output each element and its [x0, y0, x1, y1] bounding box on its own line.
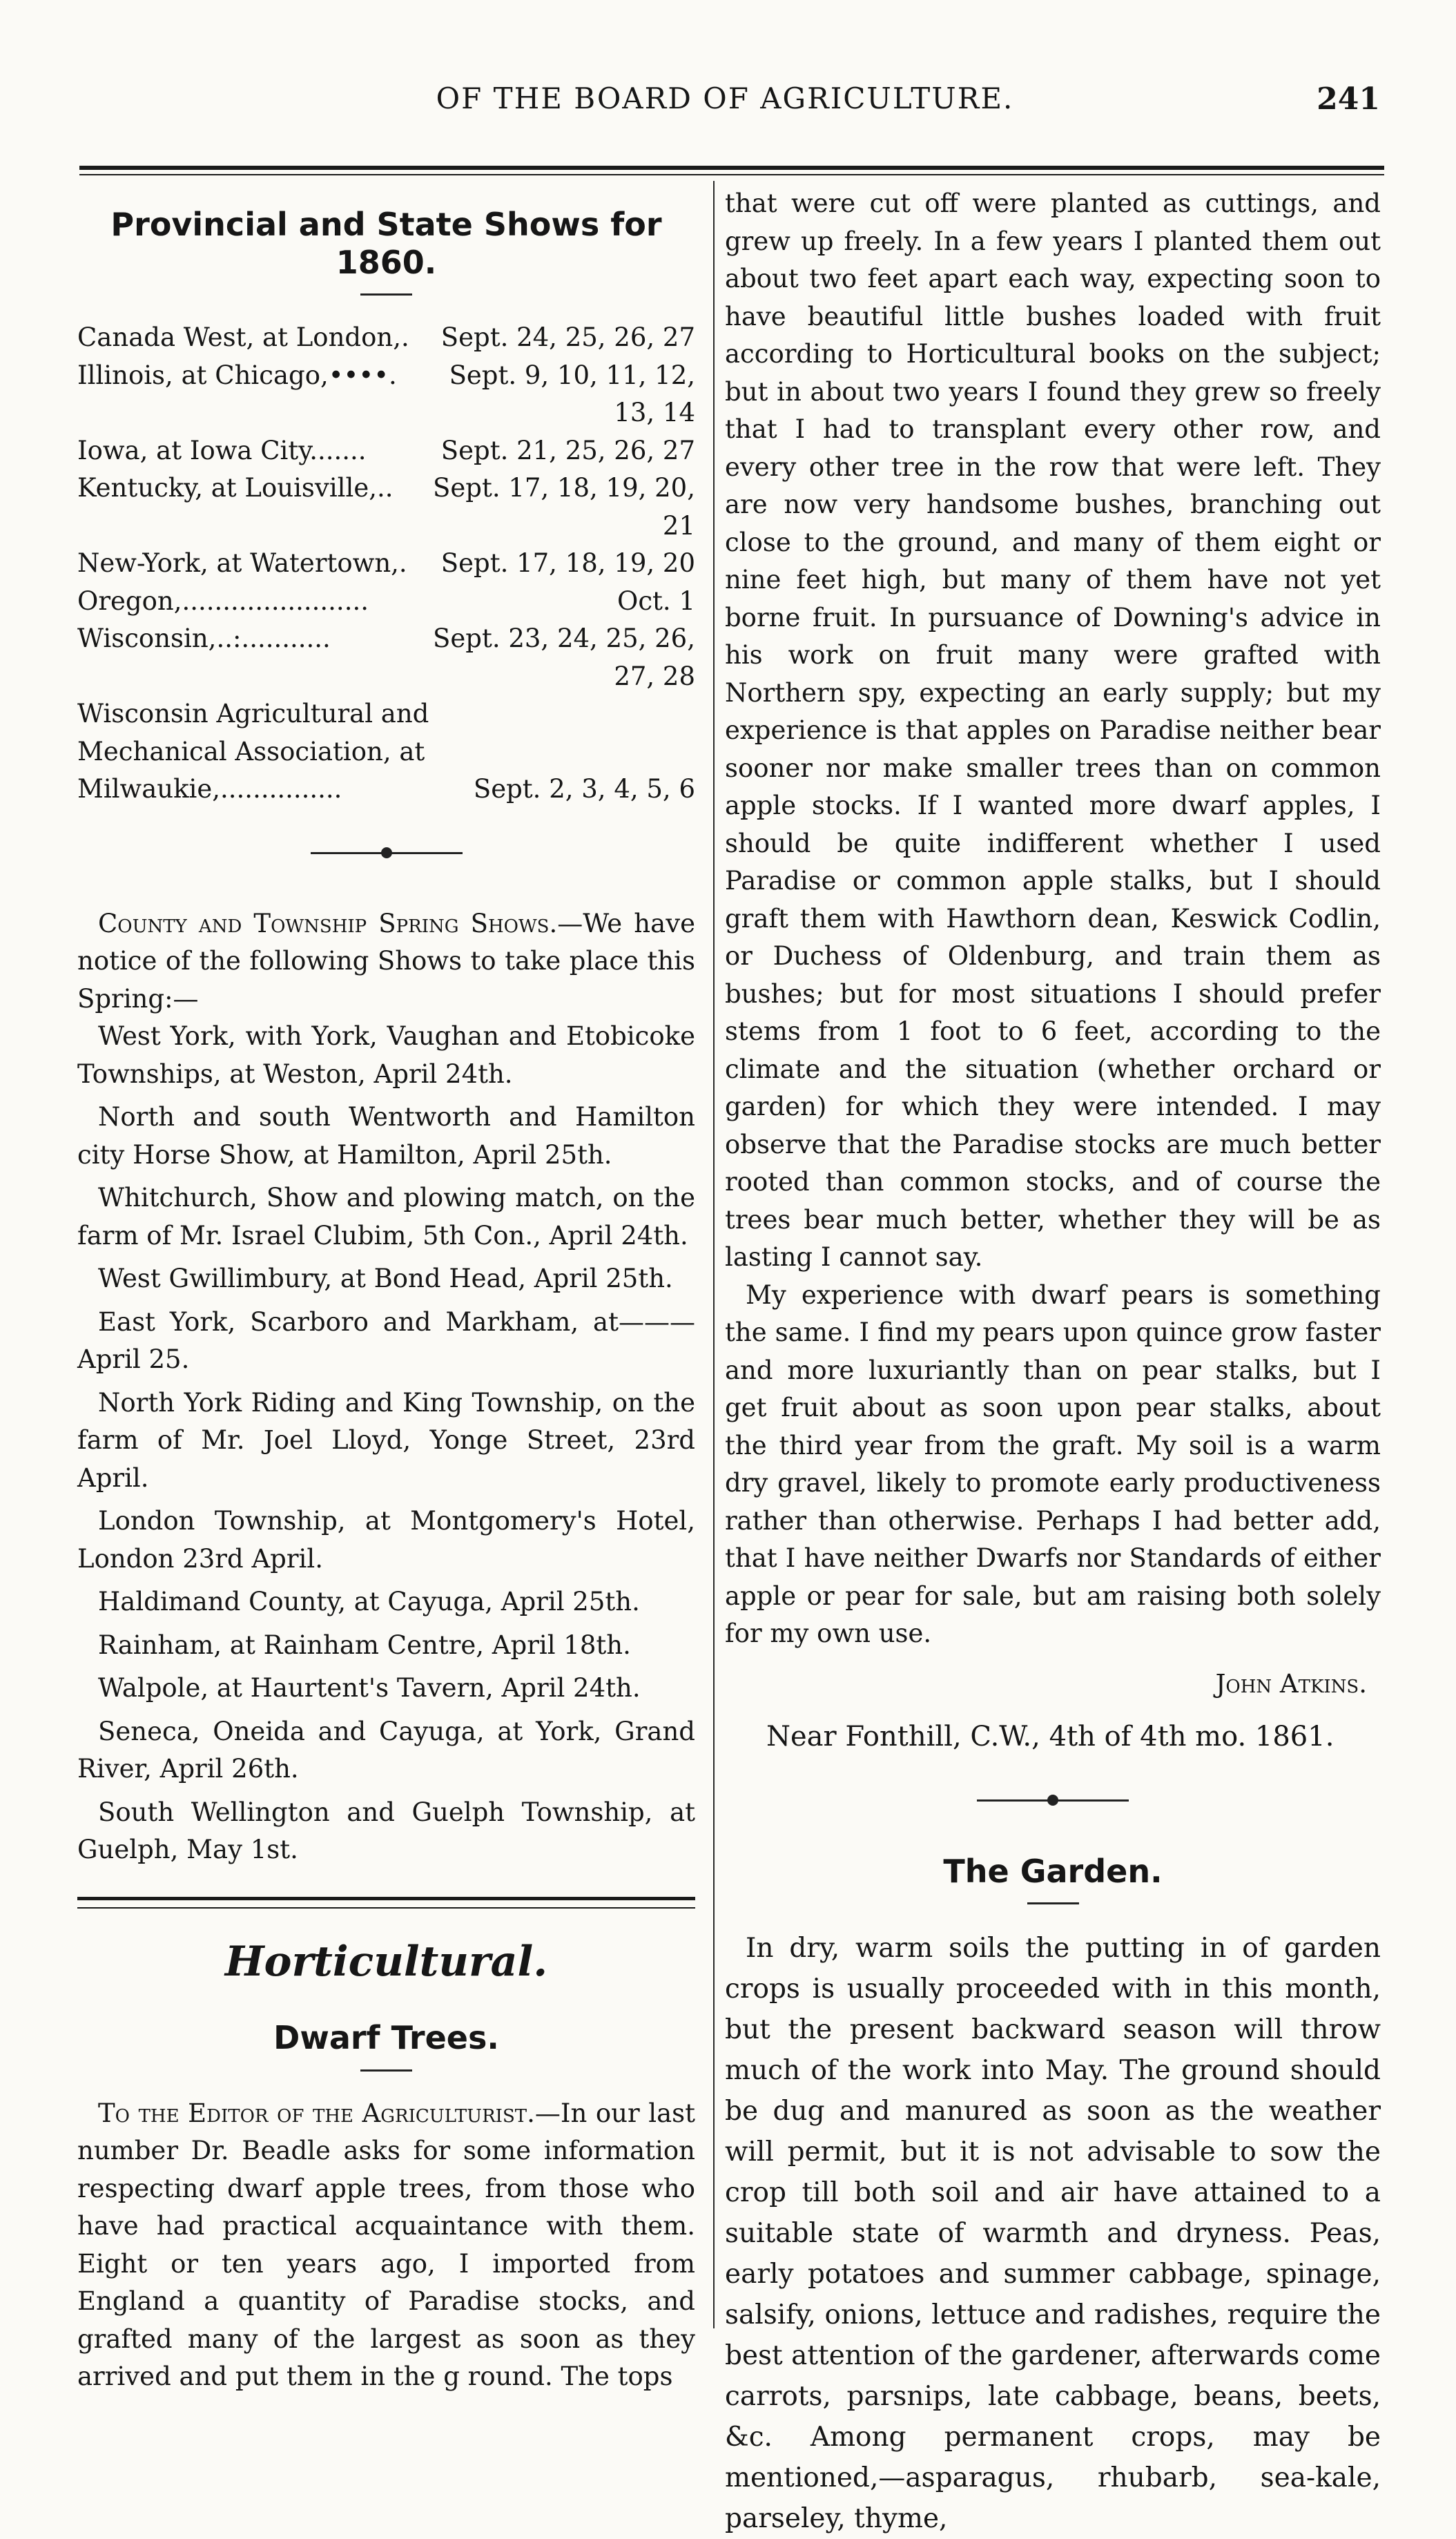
section-ornament [977, 1790, 1129, 1811]
show-location: Kentucky, at Louisville,.. [77, 473, 394, 503]
dwarf-trees-text-left [77, 2095, 695, 2396]
list-item: London Township, at Montgomery's Hotel, London 23rd April. [77, 1506, 695, 1574]
show-row [77, 319, 695, 357]
title-rule [360, 293, 412, 296]
section-rule-thick [77, 1897, 695, 1900]
right-column [725, 185, 1381, 2539]
list-item: Walpole, at Haurtent's Tavern, April 24th. [98, 1673, 641, 1703]
list-item: Seneca, Oneida and Cayuga, at York, Grand River, April 26th. [77, 1716, 695, 1784]
section-ornament [311, 843, 463, 864]
show-row [77, 357, 695, 395]
show-dates: Sept. 17, 18, 19, 20 [440, 548, 695, 578]
show-location: Iowa, at Iowa City....... [77, 435, 367, 465]
show-location: Mechanical Association, at [77, 736, 425, 766]
garden-title: The Garden. [943, 1852, 1163, 1890]
running-title: OF THE BOARD OF AGRICULTURE. [436, 81, 1014, 115]
dwarf-trees-paragraph: that were cut off were planted as cuttings, and grew up freely. In a few years I planted them out about two feet apart each way, expecting soon to have beautiful little bushes loaded with fruit according to Horticultural books on the subject; but in about two years I found they grew so freely that I had to transplant every other row, and every other tree in the row that were left. They are now very handsome bushes, branching out close to the ground, and many of them eight or nine feet high, but many of them have not yet borne fruit. In pursuance of Downing's advice in his work on fruit many were grafted with Northern spy, expecting an early supply; but my experience is that apples on Paradise neither bear sooner nor make smaller trees than on common apple stocks. If I wanted more dwarf apples, I should be quite indifferent whether I used Paradise or common apple stalks, but I should graft them with Hawthorn dean, Keswick Codlin, or Duchess of Oldenburg, and train them as bushes; but for most situations I should prefer stems from 1 foot to 6 feet, according to the climate and the situation (whether orchard or garden) for which they were intended. I may observe that the Paradise stocks are much better rooted than common stocks, and of course the trees bear much better, whether they will be as lasting I cannot say. [725, 189, 1381, 1272]
county-shows-lead-rest: —We have notice of the following Shows to take place this Spring:— [77, 908, 695, 1014]
page-number: 241 [1317, 81, 1380, 117]
title-rule [1027, 1902, 1079, 1904]
list-item: North and south Wentworth and Hamilton city Horse Show, at Hamilton, April 25th. [77, 1102, 695, 1170]
section-rule-thin [77, 1907, 695, 1909]
show-location: Illinois, at Chicago,••••. [77, 360, 397, 390]
dwarf-trees-body: —In our last number Dr. Beadle asks for some information respecting dwarf apple trees, from those who have had practical acquaintance with them. Eight or ten years ago, I imported from England a quantity of Paradise stocks, and grafted many of the largest as soon as they arrived and put them in the g round. The tops [77, 2098, 695, 2391]
left-column [77, 185, 695, 2396]
list-item: Rainham, at Rainham Centre, April 18th. [98, 1630, 631, 1660]
list-item: East York, Scarboro and Markham, at——— April 25. [77, 1306, 695, 1374]
header-rule-thick [79, 166, 1384, 170]
show-location: Wisconsin Agricultural and [77, 699, 429, 728]
show-dates: Sept. 17, 18, 19, 20, [433, 473, 695, 503]
show-dates: Sept. 23, 24, 25, 26, [433, 624, 695, 653]
list-item: South Wellington and Guelph Township, at Guelph, May 1st. [77, 1797, 695, 1864]
show-dates-continued: 21 [662, 510, 695, 541]
show-dates: Sept. 21, 25, 26, 27 [440, 435, 695, 465]
show-location: Canada West, at London,. [77, 322, 409, 352]
show-row [77, 545, 695, 583]
show-location: Wisconsin,..:........... [77, 624, 331, 653]
column-divider [713, 181, 715, 2328]
place-date: Near Fonthill, C.W., 4th of 4th mo. 1861. [766, 1721, 1334, 1753]
horticultural-section-title: Horticultural. [224, 1937, 548, 1986]
header-rule-thin [79, 174, 1384, 175]
salutation: To the Editor of the Agriculturist. [98, 2098, 535, 2128]
list-item: West York, with York, Vaughan and Etobicoke Townships, at Weston, April 24th. [77, 1021, 695, 1089]
author-signature: John Atkins. [1215, 1668, 1367, 1699]
show-dates-continued: 27, 28 [614, 661, 695, 691]
provincial-shows-table [77, 319, 695, 809]
show-row [77, 771, 695, 809]
list-item: Whitchurch, Show and plowing match, on the farm of Mr. Israel Clubim, 5th Con., April 24th. [77, 1183, 695, 1251]
show-location: New-York, at Watertown,. [77, 548, 407, 578]
county-shows-lead: County and Township Spring Shows. [98, 908, 558, 938]
county-shows-list [77, 1018, 695, 1869]
show-dates: Sept. 2, 3, 4, 5, 6 [473, 774, 695, 804]
show-row [77, 620, 695, 658]
show-location: Oregon,....................... [77, 586, 369, 616]
title-rule [360, 2069, 412, 2072]
provincial-shows-title: Provincial and State Shows for 1860. [110, 206, 662, 281]
running-head [0, 81, 1456, 130]
list-item: West Gwillimbury, at Bond Head, April 25th. [98, 1264, 673, 1293]
show-row [77, 583, 695, 621]
dwarf-trees-paragraph: My experience with dwarf pears is something the same. I find my pears upon quince grow faster and more luxuriantly than on pear stalks, but I get fruit about as soon upon pear stalks, about the third year from the graft. My soil is a warm dry gravel, likely to promote early productiveness rather than otherwise. Perhaps I had better add, that I have neither Dwarfs nor Standards of either apple or pear for sale, but am raising both solely for my own use. [725, 1280, 1381, 1648]
dwarf-trees-title: Dwarf Trees. [273, 2019, 499, 2056]
show-dates-continued: 13, 14 [614, 398, 695, 427]
list-item: North York Riding and King Township, on the farm of Mr. Joel Lloyd, Yonge Street, 23rd April. [77, 1387, 695, 1493]
show-dates: Oct. 1 [617, 586, 695, 616]
county-shows-intro [77, 905, 695, 1019]
show-dates: Sept. 24, 25, 26, 27 [440, 322, 695, 352]
garden-paragraph: In dry, warm soils the putting in of garden crops is usually proceeded with in this month, but the present backward season will throw much of the work into May. The ground should be dug and manured as soon as the weather will permit, but it is not advisable to sow the crop till both soil and air have attained to a suitable state of warmth and dryness. Peas, early potatoes and summer cabbage, spinage, salsify, onions, lettuce and radishes, require the best attention of the gardener, afterwards come carrots, parsnips, late cabbage, beans, beets, &c. Among permanent crops, may be mentioned,—asparagus, rhubarb, sea-kale, parseley, thyme, [725, 1933, 1381, 2534]
show-dates: Sept. 9, 10, 11, 12, [449, 360, 695, 390]
garden-article [725, 1928, 1381, 2539]
show-location: Milwaukie,............... [77, 774, 342, 804]
list-item: Haldimand County, at Cayuga, April 25th. [98, 1587, 640, 1616]
show-row [77, 470, 695, 508]
show-row [77, 432, 695, 470]
